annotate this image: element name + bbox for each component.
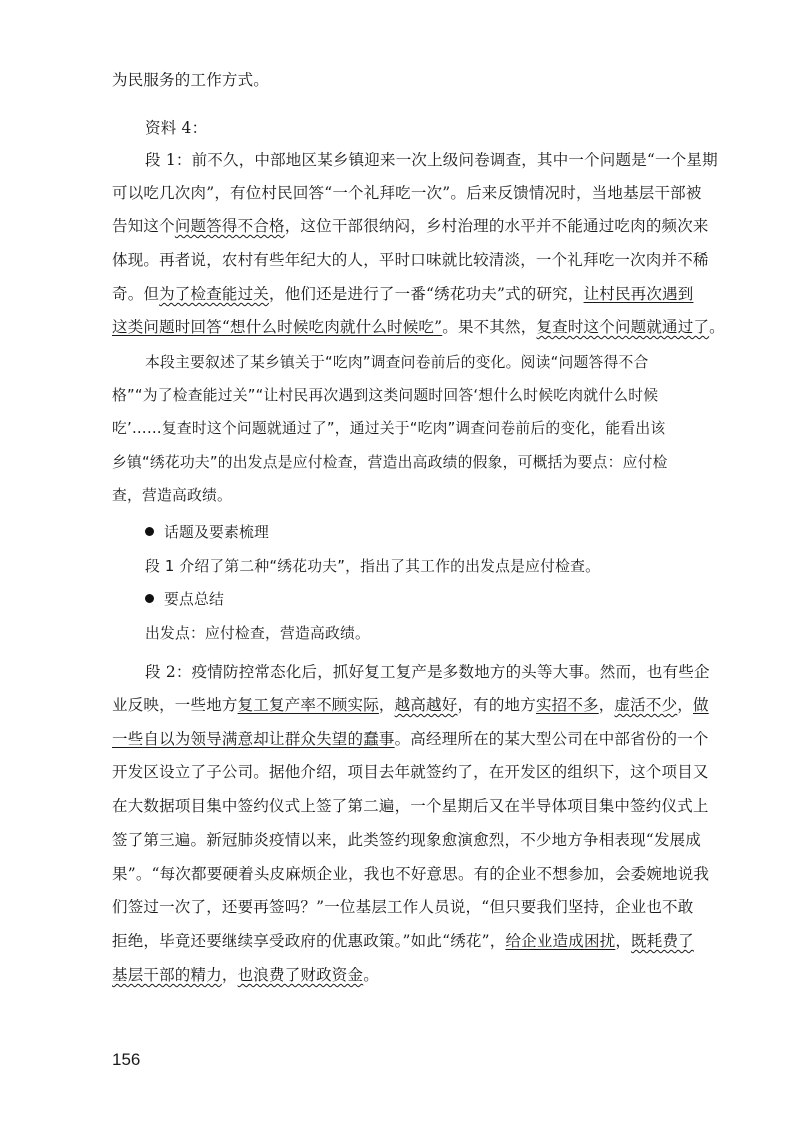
wavy-underline-text: 既耗费了 (631, 932, 694, 950)
underlined-text: 复工复产率不顾实际 (237, 696, 379, 714)
analysis-line-5: 查，营造高政绩。 (112, 487, 232, 504)
wavy-underline-text: 复查时这个问题就通过了 (536, 318, 710, 336)
para1-line-6 (112, 317, 725, 337)
para2-line-9 (112, 931, 694, 951)
text: 。 (363, 966, 379, 984)
para2-line-6: 签了第三遍。新冠肺炎疫情以来，此类签约现象愈演愈烈，不少地方争相表现“发展成 (112, 831, 702, 849)
section-heading: 资料 4： (145, 119, 208, 137)
text: ， (221, 966, 238, 984)
text: ， (378, 696, 395, 714)
summary-title: 要点总结 (164, 591, 224, 608)
analysis-line-2: 格”“为了检查能过关”“让村民再次遇到这类问题时回答‘想什么时候吃肉就什么时候 (112, 387, 659, 404)
text: 告知这个 (112, 217, 175, 235)
text: ， (677, 696, 693, 714)
para2-line-8: 们签过一次了，还要再签吗？”一位基层工作人员说，“但只要我们坚持，企业也不敢 (112, 898, 694, 916)
analysis-line-4: 乡镇“绣花功夫”的出发点是应付检查，营造出高政绩的假象，可概括为要点：应付检 (112, 454, 668, 471)
para2-line-1: 段 2：疫情防控常态化后，抓好复工复产是多数地方的头等大事。然而，也有些企 (145, 663, 710, 681)
para1-line-5 (112, 284, 693, 304)
summary-heading (145, 590, 224, 610)
text: 拒绝，毕竟还要继续享受政府的优惠政策。”如此“绣花”， (112, 932, 506, 950)
para2-line-3 (112, 729, 709, 749)
para2-line-7: 果”。“每次都要硬着头皮麻烦企业，我也不好意思。有的企业不想参加，会委婉地说我 (112, 865, 710, 883)
para1-line-4: 体现。再者说，农村有些年纪大的人，平时口味就比较清淡，一个礼拜吃一次肉并不稀 (112, 251, 709, 269)
para2-line-2 (112, 695, 709, 715)
summary-text: 出发点：应付检查，营造高政绩。 (145, 625, 370, 642)
underlined-text: 做 (692, 696, 709, 714)
topic-text: 段 1 介绍了第二种“绣花功夫”，指出了其工作的出发点是应付检查。 (145, 558, 601, 575)
underlined-text: 让村民再次遇到 (583, 285, 694, 303)
wavy-underline-text: 也浪费了财政资金 (237, 966, 364, 984)
para1-line-2: 可以吃几次肉”，有位村民回答“一个礼拜吃一次”。后来反馈情况时，当地基层干部被 (112, 184, 702, 202)
underlined-text: 给企业造成困扰 (505, 932, 616, 950)
text: ，有的地方 (457, 696, 536, 714)
para2-line-10 (112, 965, 379, 985)
wavy-underline-text: 问题答得不合格 (174, 217, 285, 235)
analysis-line-3: 吃’……复查时这个问题就通过了”，通过关于“吃肉”调查问卷前后的变化，能看出该 (112, 420, 666, 437)
text: ， (615, 932, 632, 950)
wavy-underline-text: 为了检查能过关 (159, 285, 270, 303)
text: ，他们还是进行了一番“绣花功夫”式的研究， (269, 285, 584, 303)
analysis-line-1: 本段主要叙述了某乡镇关于“吃肉”调查问卷前后的变化。阅读“问题答得不合 (145, 354, 649, 371)
para1-line-3 (112, 216, 709, 236)
text: 。果不其然， (442, 318, 537, 336)
underlined-text: 这类问题时回答“想什么时候吃肉就什么时候吃” (112, 318, 443, 336)
para2-line-4: 开发区设立了子公司。据他介绍，项目去年就签约了，在开发区的组织下，这个项目又 (112, 763, 709, 781)
wavy-underline-text: 越高越好 (394, 696, 458, 714)
para1-line-1: 段 1：前不久，中部地区某乡镇迎来一次上级问卷调查，其中一个问题是“一个星期 (145, 151, 718, 169)
text: ，这位干部很纳闷，乡村治理的水平并不能通过吃肉的频次来 (284, 217, 709, 235)
text: 。 (709, 318, 725, 336)
bullet-icon (145, 594, 154, 603)
text: 奇。但 (112, 285, 160, 303)
text: 。高经理所在的某大型公司在中部省份的一个 (394, 730, 709, 748)
wavy-underline-text: 虚活不少 (614, 696, 678, 714)
underlined-text: 实招不多 (535, 696, 599, 714)
para2-line-5: 在大数据项目集中签约仪式上签了第二遍，一个星期后又在半导体项目集中签约仪式上 (112, 797, 709, 815)
text: 业反映，一些地方 (112, 696, 238, 714)
page-number: 156 (112, 1050, 141, 1069)
top-line: 为民服务的工作方式。 (112, 71, 270, 89)
topic-title: 话题及要素梳理 (164, 524, 269, 541)
wavy-underline-text: 基层干部的精力 (112, 966, 222, 984)
bullet-icon (145, 527, 154, 536)
topic-heading (145, 523, 269, 543)
underlined-text: 一些自以为领导满意却让群众失望的蠢事 (112, 730, 395, 748)
text: ， (598, 696, 615, 714)
